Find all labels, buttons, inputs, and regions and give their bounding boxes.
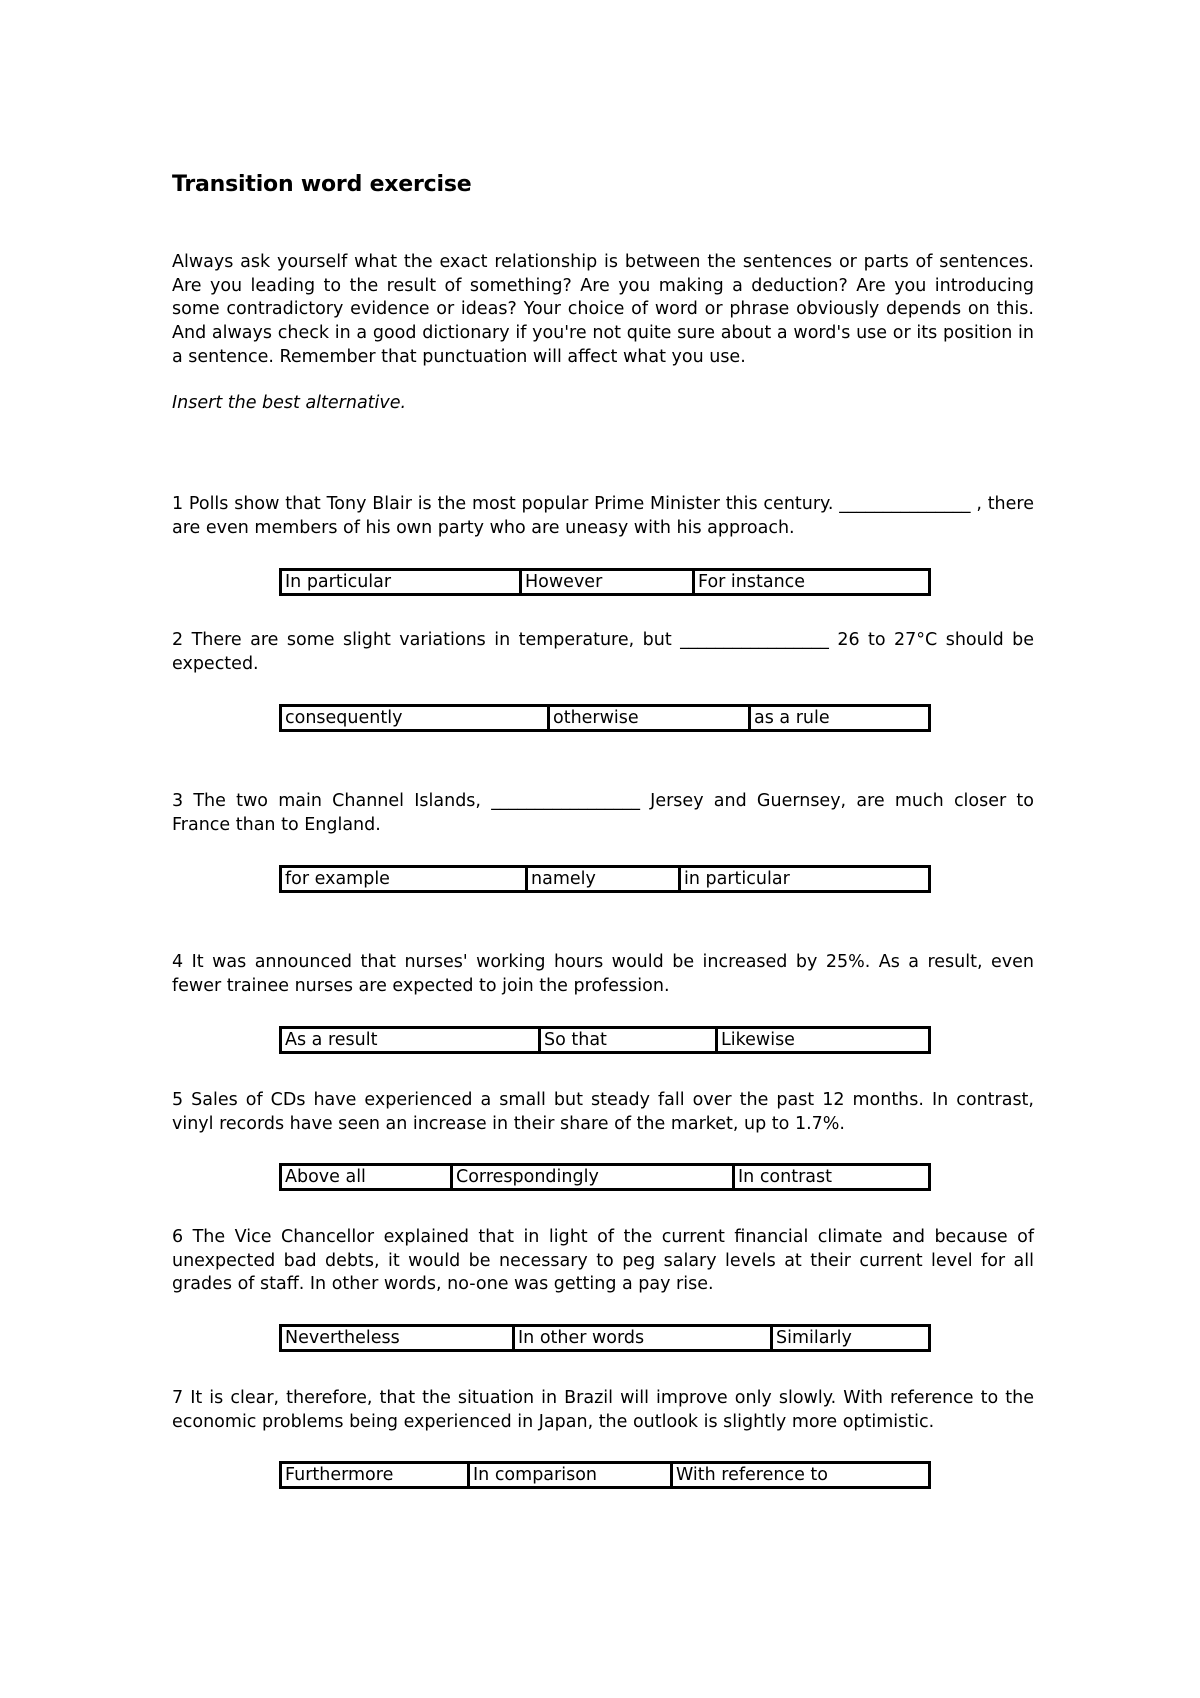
instruction-text: Insert the best alternative. [172,393,407,413]
question-4 [172,951,1034,998]
option-cell[interactable]: Furthermore [282,1464,470,1486]
question-1 [172,493,1034,540]
options-table-5 [279,1163,931,1191]
question-5 [172,1089,1034,1136]
option-cell[interactable]: However [522,571,695,593]
question-text: 3 The two main Channel Islands, _________________ Jersey and Guernsey, are much closer to France than to England. [172,791,1034,835]
options-table-7 [279,1461,931,1489]
intro-paragraph: Always ask yourself what the exact relationship is between the sentences or parts of sentences. Are you leading to the result of something? Are you making a deduction? Are you introducing some contradictory evidence or ideas? Your choice of word or phrase obviously depends on this. And always check in a good dictionary if you're not quite sure about a word's use or its position in a sentence. Remember that punctuation will affect what you use. [172,252,1034,367]
question-text: 1 Polls show that Tony Blair is the most popular Prime Minister this century. _______________ , there are even members of his own party who are uneasy with his approach. [172,494,1034,538]
question-7 [172,1387,1034,1434]
option-cell[interactable]: namely [528,868,681,890]
options-table-3 [279,865,931,893]
question-6 [172,1226,1034,1297]
option-cell[interactable]: In contrast [738,1167,832,1187]
option-cell[interactable]: Above all [282,1166,453,1188]
options-table-4 [279,1026,931,1054]
option-cell[interactable]: in particular [684,869,790,889]
option-cell[interactable]: consequently [282,707,550,729]
option-cell[interactable]: In other words [515,1327,773,1349]
option-cell[interactable]: Nevertheless [282,1327,515,1349]
options-table-6 [279,1324,931,1352]
option-cell[interactable]: for example [282,868,528,890]
option-cell[interactable]: In comparison [470,1464,673,1486]
question-3 [172,790,1034,837]
option-cell[interactable]: So that [541,1029,718,1051]
option-cell[interactable]: As a result [282,1029,541,1051]
page-title: Transition word exercise [172,172,472,197]
question-text: 6 The Vice Chancellor explained that in light of the current financial climate and because of unexpected bad debts, it would be necessary to peg salary levels at their current level for all grades of staff. In other words, no-one was getting a pay rise. [172,1227,1034,1295]
option-cell[interactable]: Correspondingly [453,1166,735,1188]
question-2 [172,629,1034,676]
option-cell[interactable]: Similarly [776,1328,852,1348]
options-table-1 [279,568,931,596]
option-cell[interactable]: as a rule [754,708,830,728]
option-cell[interactable]: In particular [282,571,522,593]
question-text: 2 There are some slight variations in temperature, but _________________ 26 to 27°C should be expected. [172,630,1034,674]
option-cell[interactable]: For instance [698,572,806,592]
option-cell[interactable]: With reference to [676,1465,828,1485]
question-text: 4 It was announced that nurses' working hours would be increased by 25%. As a result, even fewer trainee nurses are expected to join the profession. [172,952,1034,996]
option-cell[interactable]: Likewise [721,1030,795,1050]
question-text: 7 It is clear, therefore, that the situation in Brazil will improve only slowly. With reference to the economic problems being experienced in Japan, the outlook is slightly more optimistic. [172,1388,1034,1432]
option-cell[interactable]: otherwise [550,707,751,729]
question-text: 5 Sales of CDs have experienced a small but steady fall over the past 12 months. In contrast, vinyl records have seen an increase in their share of the market, up to 1.7%. [172,1090,1034,1134]
options-table-2 [279,704,931,732]
